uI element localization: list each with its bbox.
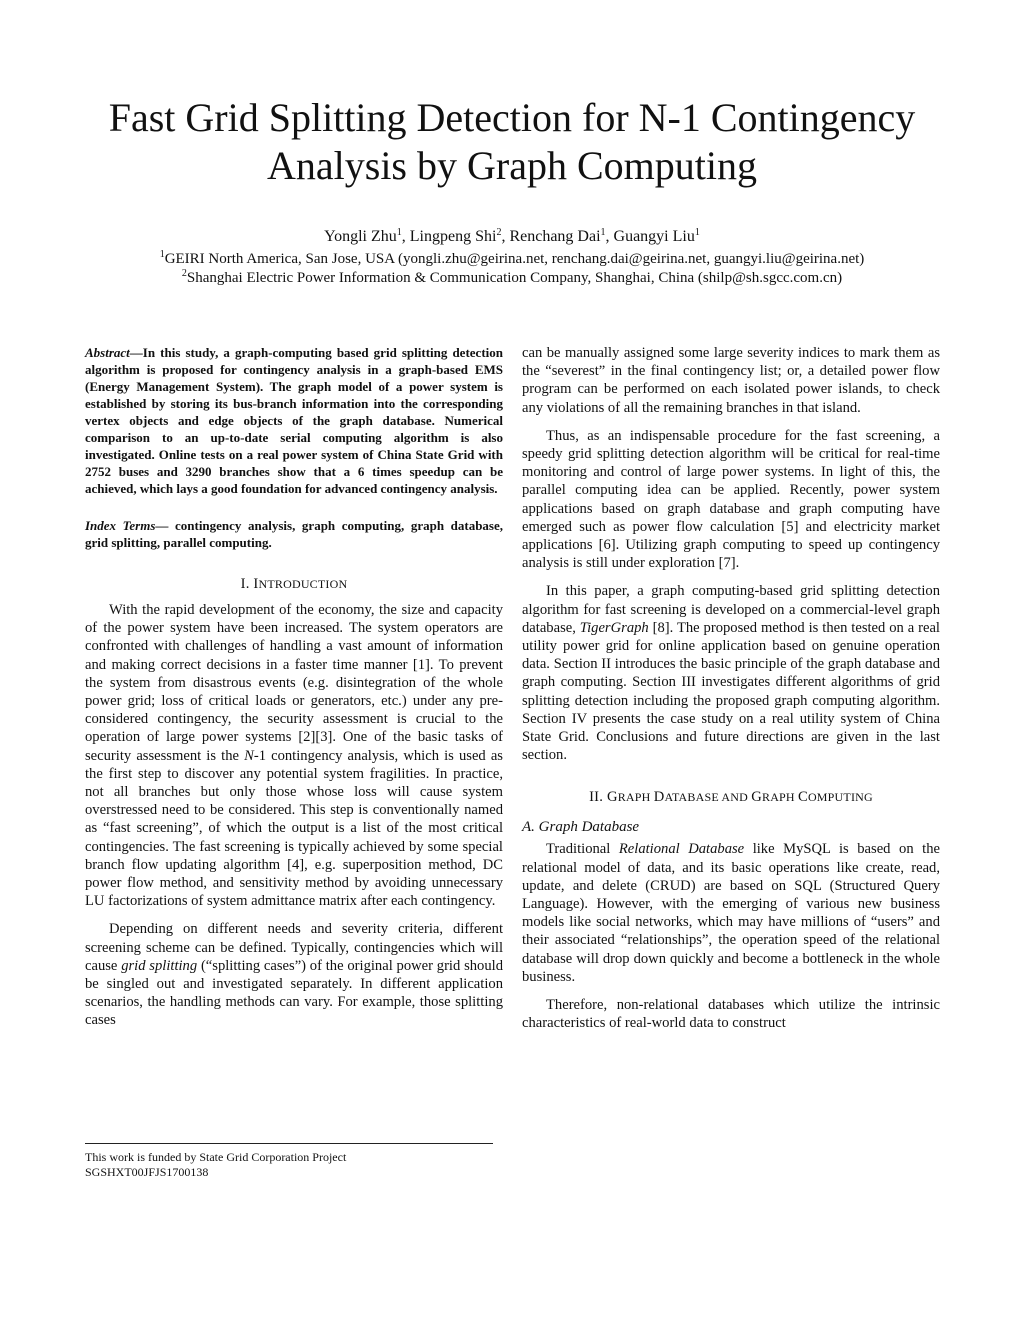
section-heading-graph-database [522,788,940,806]
index-terms [85,517,503,551]
text-run: Traditional [546,841,619,858]
intro-paragraph-1 [85,601,503,910]
author-affil-mark: 1 [600,227,606,238]
paper-title [80,94,944,190]
italic-run: N [244,747,254,764]
section-smallcaps: RAPH [761,790,798,805]
italic-run: grid splitting [121,957,198,974]
intro-paragraph-2 [85,920,503,1029]
text-run: (“splitting cases”) of the original power grid should be singled out and investigated separately. In different application scenarios, the handling methods can vary. For example, those splitting cases [85,957,503,1029]
author-list: Yongli Zhu$^1$, Lingpeng Shi$^2$, Renchang Dai$^1$, Guangyi Liu$^1$ [324,227,700,245]
author-affil-mark: 2 [496,227,502,238]
section-smallcaps: OMPUTING [807,790,873,805]
graph-db-paragraph-2: Therefore, non-relational databases which utilize the intrinsic characteristics of real-world data to construct [522,997,940,1032]
italic-run: TigerGraph [579,619,649,636]
title-line-2: Analysis by Graph Computing [267,143,757,188]
text-run: With the rapid development of the economy, the size and capacity of the power system have been increased. The system operators are confronted with challenges of handling a vast amount of information and making correct decisions in a faster time manner [1]. To prevent the system from disastrous events (e.g. disintegration of the whole power grid; loss of critical loads or generators, etc.) under any pre-considered contingency, the security assessment is crucial to the operation of large power systems [2][3]. One of the basic tasks of security assessment is the [85,602,503,764]
author-affil-mark: 1 [396,227,402,238]
author-name: Renchang Dai [509,228,601,245]
index-terms-text: — contingency analysis, graph computing, graph database, grid splitting, parallel computing. [85,518,503,550]
text-run: -1 contingency analysis, which is used as the first step to discover any potential system fragilities. In practice, not all branches but only those whose loss will cause system overstressed need to be considered. This step is conventionally named as “fast screening”, of which the output is a list of the most critical contingencies. The fast screening is typically achieved by some special branch flow updating algorithm [4], e.g. superposition method, DC power flow method, and sensitivity method by avoiding unnecessary LU factorizations of system admittance matrix after each contingency. [85,747,503,910]
abstract-lead: Abstract [85,345,130,360]
funding-footnote [85,1150,505,1180]
right-column [522,344,940,1033]
intro-paragraph-4: Thus, as an indispensable procedure for the fast screening, a speedy grid splitting detection algorithm will be critical for real-time monitoring and control of large power systems. In light of this, the parallel computing idea can be applied. Recently, power system applications based on graph database and graph computing have emerged such as power flow calculation [5] and electricity market applications [6]. Utilizing graph computing to speed up contingency analysis is still under exploration [7]. [522,427,940,572]
section-cap: G [751,789,762,806]
author-name: Lingpeng Shi [409,228,497,245]
author-name: Guangyi Liu [613,228,695,245]
text-run: like MySQL is based on the relational model of data, and its basic operations like create, read, update, and delete (CRUD) are based on SQL (Structured Query Language). However, with the emerging of various new business models like social networks, which may have millions of “users” and their associated “relationships”, the operation speed of the relational database will drop down quickly and become a bottleneck in the whole business. [522,841,940,985]
section-cap: G [606,789,618,806]
section-cap: I [253,576,259,592]
intro-paragraph-3: can be manually assigned some large severity indices to mark them as the “severest” in the final contingency list; or, a detailed power flow program can be performed on each isolated power islands, to check any violations of all the remaining branches in that island. [522,345,940,416]
footnote-line: SGSHXT00JFJS1700138 [85,1165,209,1179]
affil-mark: 2 [181,268,187,279]
intro-paragraph-5 [522,582,940,764]
affiliation-2 [60,268,964,288]
footnote-rule [85,1143,493,1144]
text-run: [8]. The proposed method is then tested on a real utility power grid for online application based on genuine operation data. Section II introduces the basic principle of the graph database and graph computing. Section III investigates different algorithms of grid splitting detection including the proposed graph computing algorithm. Section IV presents the case study on a real utility system of China State Grid. Conclusions and future directions are given in the last section. [522,619,940,764]
affiliation-text: GEIRI North America, San Jose, USA (yongli.zhu@geirina.net, renchang.dai@geirina.net, guangyi.liu@geirina.net) [164,251,865,267]
footnote-line: This work is funded by State Grid Corporation Project [85,1150,347,1164]
text-run: In this paper, a graph computing-based grid splitting detection algorithm for fast screening is developed on a commercial-level graph database, [522,583,940,636]
text-run: Depending on different needs and severity criteria, different screening scheme can be defined. Typically, contingencies which will cause [85,921,503,974]
index-terms-lead: Index Terms [85,518,156,533]
subsection-heading-graph-database: A. Graph Database [522,819,640,836]
section-smallcaps: RAPH [617,790,654,805]
abstract-text: —In this study, a graph-computing based grid splitting detection algorithm is proposed for contingency analysis in a graph-based EMS (Energy Management System). The graph model of a power system is established by storing its bus-branch information into the corresponding vertex objects and edge objects of the graph database. Numerical comparison to an up-to-date serial computing algorithm is also investigated. Online tests on a real power system of China State Grid with 2752 buses and 3290 branches show that a 6 times speedup can be achieved, which lays a good foundation for advanced contingency analysis. [85,345,503,496]
italic-run: Relational Database [618,841,745,858]
graph-db-paragraph-1 [522,840,940,986]
abstract [85,344,503,497]
section-smallcaps: ATABASE AND [664,790,752,805]
section-number: II. [589,789,604,806]
author-name: Yongli Zhu [324,228,397,245]
author-affil-mark: 1 [694,227,700,238]
section-heading-introduction [85,575,503,593]
affil-mark: 1 [159,249,165,260]
section-smallcaps: NTRODUCTION [258,577,348,591]
section-cap: C [798,789,808,806]
section-number: I. [240,576,250,592]
title-line-1: Fast Grid Splitting Detection for N-1 Contingency [108,95,916,140]
left-column [85,344,503,1030]
affiliation-text: Shanghai Electric Power Information & Communication Company, Shanghai, China (shilp@sh.sgcc.com.cn) [186,270,843,286]
section-cap: D [653,789,665,806]
affiliation-1 [60,249,964,269]
